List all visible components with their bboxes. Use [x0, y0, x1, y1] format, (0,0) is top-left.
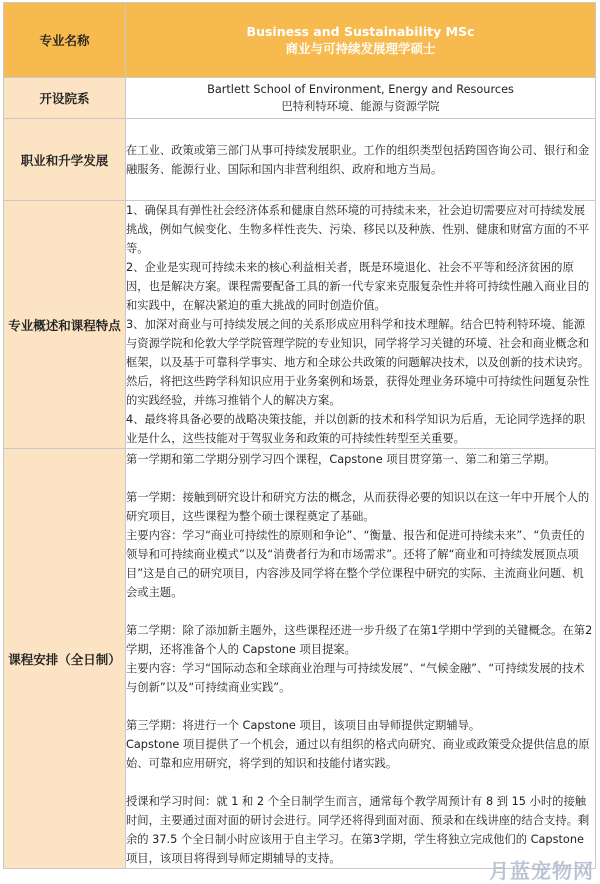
department-cell — [126, 78, 596, 119]
teaching-hours: 授课和学习时间：就 1 和 2 个全日制学生而言，通常每个教学周预计有 8 到 15 小时的接触时间，主要通过面对面的研讨会进行。同学还将得到面对面、预录和在线讲座的结合支持。剩余的 37.5 个全日制小时应该用于自主学习。在第3学期，学生将独立完成他们的 Capstone 项目，该项目将得到导师定期辅导的支持。 — [126, 794, 590, 865]
program-name-en: Business and Sustainability MSc — [246, 24, 475, 39]
term2-intro: 第二学期：除了添加新主题外，这些课程还进一步升级了在第1学期中学到的关键概念。在第2学期，还将准备个人的 Capstone 项目提案。 — [126, 623, 593, 656]
overview-point: 4、最终将具备必要的战略决策技能，并以创新的技术和科学知识为后盾，无论同学选择的职业是什么，这些技能对于驾驭业务和政策的可持续性转型至关重要。 — [126, 413, 586, 445]
overview-cell — [126, 201, 596, 449]
career-text: 在工业、政策或第三部门从事可持续发展职业。工作的组织类型包括跨国咨询公司、银行和金融服务、能源行业、国际和国内非营利组织、政府和地方当局。 — [126, 119, 596, 201]
label-overview: 专业概述和课程特点 — [4, 201, 126, 449]
program-name-cn: 商业与可持续发展理学硕士 — [285, 41, 436, 56]
label-department: 开设院系 — [4, 78, 126, 119]
term2-content: 主要内容：学习“国际动态和全球商业治理与可持续发展”、“气候金融”、“可持续发展的技术与创新”以及“可持续商业实践”。 — [126, 661, 585, 694]
term1-content: 主要内容：学习“商业可持续性的原则和争论”、“衡量、报告和促进可持续未来”、“负责任的领导和可持续商业模式”以及“消费者行为和市场需求”。还将了解“商业和可持续发展顶点项目”这是自己的研究项目，内容涉及同学将在整个学位课程中研究的实际、主流商业问题、机会或主题。 — [126, 528, 585, 599]
row-overview — [4, 201, 596, 449]
label-program-name: 专业名称 — [4, 3, 126, 78]
label-curriculum: 课程安排（全日制） — [4, 449, 126, 869]
program-name-cell — [126, 3, 596, 78]
row-department — [4, 78, 596, 119]
row-curriculum — [4, 449, 596, 869]
term3-intro: 第三学期：将进行一个 Capstone 项目，该项目由导师提供定期辅导。 — [126, 718, 481, 732]
term3-content: Capstone 项目提供了一个机会，通过以有组织的格式向研究、商业或政策受众提供信息的原始、可靠和应用研究，将学到的知识和技能付诸实践。 — [126, 737, 590, 770]
overview-point: 3、加深对商业与可持续发展之间的关系形成应用科学和技术理解。结合巴特利特环境、能源与资源学院和伦敦大学学院管理学院的专业知识，同学将学习关键的环境、社会和商业概念和框架，以及基于可靠科学事实、地方和全球公共政策的问题解决技术，以及创新的技术诀窍。然后，将把这些跨学科知识应用于业务案例和场景，获得处理业务环境中可持续性问题复杂性的实践经验，并练习推销个人的解决方案。 — [126, 318, 590, 407]
watermark: 月蓝宠物网 — [489, 859, 594, 883]
overview-point: 1、确保具有弹性社会经济体系和健康自然环境的可持续未来，社会迫切需要应对可持续发展挑战，例如气候变化、生物多样性丧失、污染、移民以及种族、性别、健康和财富方面的不平等。 — [126, 204, 590, 255]
row-career — [4, 119, 596, 201]
curriculum-cell — [126, 449, 596, 869]
label-career: 职业和升学发展 — [4, 119, 126, 201]
curriculum-intro: 第一学期和第二学期分别学习四个课程，Capstone 项目贯穿第一、第二和第三学期。 — [126, 452, 556, 466]
overview-point: 2、企业是实现可持续未来的核心利益相关者，既是环境退化、社会不平等和经济贫困的原因，也是解决方案。课程需要配备工具的新一代专家来克服复杂性并将可持续性融入商业目的和实践中，在解决紧迫的重大挑战的同时创造价值。 — [126, 261, 590, 312]
department-en: Bartlett School of Environment, Energy and Resources — [207, 83, 514, 96]
program-info-table — [3, 2, 596, 869]
department-cn: 巴特利特环境、能源与资源学院 — [281, 100, 440, 113]
row-program-name — [4, 3, 596, 78]
term1-intro: 第一学期：接触到研究设计和研究方法的概念，从而获得必要的知识以在这一年中开展个人的研究项目，这些课程为整个硕士课程奠定了基础。 — [126, 490, 590, 523]
